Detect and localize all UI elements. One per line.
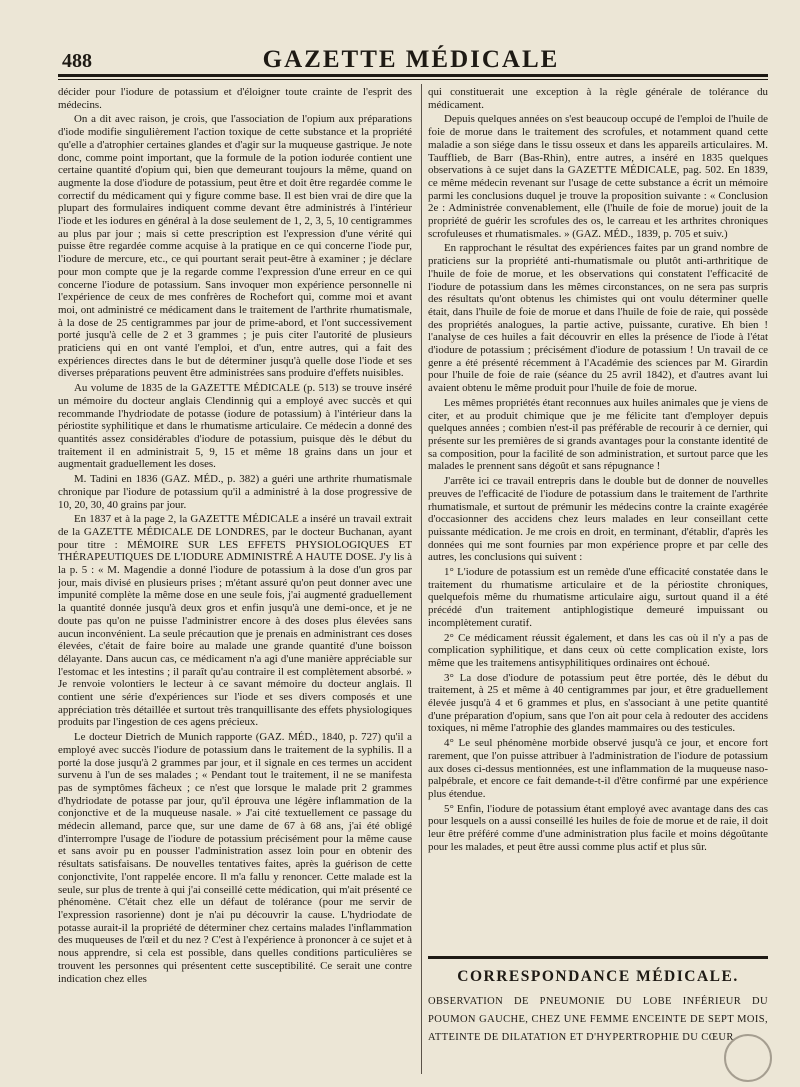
paragraph: Les mêmes propriétés étant reconnues aux huiles animales que je viens de citer, et au produit chimique que je me félicite tant d'employer depuis quelques années ; combien n'est-il pas préférable de recourir à ce dernier, qui présente sur les premières de si grands avantages pour la constante identité de sa composition, pour la facilité de son administration, et surtout parce que les malades le prennent sans dégoût et sans répugnance ! [428, 396, 768, 473]
page-header [52, 40, 770, 74]
page-number: 488 [62, 50, 92, 72]
correspondence-section [428, 956, 768, 1076]
paragraph: Au volume de 1835 de la GAZETTE MÉDICALE (p. 513) se trouve inséré un mémoire du docteur anglais Clendinnig qui a employé avec succès et qui recommande l'hydriodate de potasse (iodure de potassium) à l'intérieur dans la périostite syphilitique et dans le rhumatisme articulaire. Ce médecin a donné des quantités assez considérables d'iodure de potassium, puisque dès le début du traitement il en administrait 5, 9, 15 et même 18 grains dans un jour et augmentait graduellement les doses. [58, 382, 412, 471]
paragraph: On a dit avec raison, je crois, que l'association de l'opium aux préparations d'iode modifie singulièrement l'action toxique de cette substance et la propriété qu'elle a d'atrophier certaines glandes et d'agir sur la muqueuse gastrique. Je note donc, comme point important, que la formule de la potion iodurée contient une certaine quantité d'opium qui, bien que demeurant toujours la même, quand on augmente la dose d'iodure de potassium, peut être et doit être regardée comme le correctif du médicament qui y figure comme base. Il est bien vrai de dire que la plupart des formulaires indiquent comme devant être administrés à l'intérieur l'iode et les iodures en général à la dose seulement de 1, 2, 3, 5, 10 centigrammes au plus par jour ; mais si cette prescription est l'expression d'une vérité qui puisse être regardée comme acquise à la pratique en ce qui concerne l'iode pur, l'iodure de mercure, etc., ce qui pourtant serait peut-être à examiner ; je déclare pour mon compte que je la regarde comme l'expression d'une erreur en ce qui concerne l'iodure de potassium. Sans invoquer mon expérience personnelle ni l'expérience de ceux de mes confrères de Rochefort qui, comme moi et avant moi, ont administré ce médicament dans le traitement de l'arthrite rhumatismale, à la dose de 25 centigrammes par jour de prime-abord, et l'ont successivement porté jusqu'à celle de 2 et 3 grammes ; je puis citer l'autorité de plusieurs praticiens qui en ont vanté l'emploi, et d'un, entre autres, qui a fait des expériences directes dans le but de déterminer jusqu'à quelle dose l'iode et ses diverses préparations peuvent être administrées sans produire d'effets nuisibles. [58, 113, 412, 380]
column-divider [421, 84, 422, 1074]
paragraph: M. Tadini en 1836 (GAZ. MÉD., p. 382) a guéri une arthrite rhumatismale chronique par l'iodure de potassium qu'il a administré à la dose progressive de 10, 20, 30, 40 grains par jour. [58, 473, 412, 511]
paragraph: En rapprochant le résultat des expériences faites par un grand nombre de praticiens sur la propriété anti-rhumatismale ou plutôt anti-arthritique de l'huile de foie de morue, et les observations qui constatent l'efficacité de l'iodure de potassium dans les mêmes circonstances, on ne sera pas surpris des résultats qu'ont obtenus les chimistes qui ont voulu déterminer quelle était, dans l'huile de foie de morue et dans l'huile de foie de raie, qui possède des propriétés analogues, la partie active, puissante, curative. Eh bien ! l'analyse de ces huiles a fait découvrir en elles la présence de l'iode à l'état d'iodure de potassium ; précisément d'iodure de potassium ! Un travail de ce genre a été présenté récemment à l'Académie des sciences par M. Girardin pour l'huile de foie de raie (séance du 25 avril 1842), et d'autres avant lui avaient obtenu le même produit pour l'huile de foie de morue. [428, 242, 768, 395]
paragraph: Le docteur Dietrich de Munich rapporte (GAZ. MÉD., 1840, p. 727) qu'il a employé avec succès l'iodure de potassium dans le traitement de la syphilis. Il a porté la dose jusqu'à 2 grammes par jour, et il signale en ces termes un accident survenu à l'un de ses malades ; « Pendant tout le traitement, il ne se manifesta pas de symptômes fâcheux ; ce n'est que lorsque le malade prit 2 grammes d'hydriodate de potasse par jour, qu'il éprouva une légère inflammation de la conjonctive et de la muqueuse nasale. » J'ai cité textuellement ce passage du médecin allemand, parce que, sur une dame de 67 à 68 ans, j'ai été obligé d'interrompre l'usage de l'iodure de potassium précisément pour la même cause et sans avoir pu en pousser l'administration assez loin pour en obtenir des résultats satisfaisans. De nouvelles tentatives faites, après la guérison de cette conjonctivite, l'ont rappelée encore. Il m'a fallu y renoncer. Cette malade est la seule, sur plus de trente à qui j'ai conseillé cette médication, qui m'ait présenté ce phénomène. C'était chez elle un défaut de tolérance (pour me servir de l'expression rasorienne) dont je n'ai pu découvrir la cause. L'hydriodate de potasse aurait-il la propriété de déterminer chez certains malades l'inflammation des muqueuses de l'œil et du nez ? C'est à l'expérience à prononcer à ce sujet et à nous apprendre, si cela est possible, dans quelles conditions particulières se trouvent les personnes qui présentent cette susceptibilité. Ce serait une contre indication chez elles [58, 731, 412, 985]
conclusion-item: 5° Enfin, l'iodure de potassium étant employé avec avantage dans des cas pour lesquels on a aussi conseillé les huiles de foie de morue et de raie, il doit leur être préféré comme d'une administration plus facile et moins dégoûtante pour les malades, et peut être aussi comme plus actif et plus sûr. [428, 802, 768, 853]
left-column [58, 86, 412, 1078]
paragraph: En 1837 et à la page 2, la GAZETTE MÉDICALE a inséré un travail extrait de la GAZETTE MÉDICALE DE LONDRES, par le docteur Buchanan, ayant pour titre : MÉMOIRE SUR LES EFFETS PHYSIOLOGIQUES ET THÉRAPEUTIQUES DE L'IODURE ADMINISTRÉ A HAUTE DOSE. J'y lis à la p. 5 : « M. Magendie a donné l'iodure de potassium à la dose d'un gros par jour, mais divisé en plusieurs prises ; m'étant assuré qu'on peut donner avec une impunité complète la même dose en une seule fois, j'ai augmenté graduellement la quantité donnée jusqu'à deux gros et enfin jusqu'à une demi-once, et je ne doute pas qu'on ne puisse l'administrer encore à des doses plus élevées sans aucun inconvénient. La seule précaution que je prenais en administrant ces doses élevées, c'était de faire boire au malade une grande quantité d'une boisson délayante. Dans aucun cas, ce médicament n'a agi d'une manière appréciable sur l'estomac et les intestins ; il paraît qu'au contraire il est complètement absorbé. » Je renvoie volontiers le lecteur à ce savant mémoire du docteur anglais. Il contient une série d'expériences sur l'iode et ses divers composés et une appréciation très détaillée et surtout très tranquillisante des effets physiologiques produits par l'ingestion de ces agens précieux. [58, 513, 412, 729]
header-rule-thick [58, 74, 768, 77]
right-column [428, 86, 768, 872]
conclusion-item: 3° La dose d'iodure de potassium peut être portée, dès le début du traitement, à 25 et même à 40 centigrammes par jour, et être graduellement élevée jusqu'à 4 et 6 grammes et plus, en s'associant à une petite quantité d'une préparation d'opium, sans que l'on ait pour cela à redouter des accidens toxiques, ni même l'atrophie des glandes mammaires ou des testicules. [428, 671, 768, 735]
conclusion-item: 1° L'iodure de potassium est un remède d'une efficacité constatée dans le traitement du rhumatisme articulaire et de la périostite chroniques, quelquefois même du rhumatisme articulaire aigu, surtout quand il a été précédé d'un traitement antiphlogistique demeuré impuissant ou incomplètement curatif. [428, 566, 768, 629]
conclusion-item: 4° Le seul phénomène morbide observé jusqu'à ce jour, et encore fort rarement, que l'on puisse attribuer à l'administration de l'iodure de potassium aux doses ci-dessus mentionnées, est une inflammation de la muqueuse naso-palpébrale, et encore ce fait demande-t-il d'être confirmé par une expérience plus étendue. [428, 737, 768, 800]
header-rule-thin [58, 79, 768, 80]
section-title: CORRESPONDANCE MÉDICALE. [457, 968, 739, 985]
paragraph: Depuis quelques années on s'est beaucoup occupé de l'emploi de l'huile de foie de morue dans le traitement des scrofules, et notamment quand cette maladie a son siége dans le tissu osseux et dans les appareils articulaires. M. Taufflieb, de Barr (Bas-Rhin), entre autres, a inséré en 1835 quelques observations à ce sujet dans la GAZETTE MÉDICALE, pag. 502. En 1839, ce même médecin revenant sur l'usage de cette substance a écrit un mémoire parmi les conclusions duquel je trouve la proposition suivante : « Conclusion 2e : Administrée convenablement, elle (l'huile de foie de morue) jouit de la propriété de guérir les scrofules des os, le carreau et les arthrites chroniques scrofuleuses et rhumatismales. » (GAZ. MÉD., 1839, p. 705 et suiv.) [428, 113, 768, 240]
journal-title: GAZETTE MÉDICALE [262, 46, 560, 73]
library-stamp [724, 1034, 772, 1082]
section-rule [428, 958, 768, 959]
paragraph: qui constituerait une exception à la règle générale de tolérance du médicament. [428, 86, 768, 111]
conclusion-item: 2° Ce médicament réussit également, et dans les cas où il n'y a pas de complication syphilitique, et dans ceux où cette complication existe, lors même que les traitemens antisyphilitiques ordinaires ont échoué. [428, 631, 768, 669]
article-subtitle: OBSERVATION DE PNEUMONIE DU LOBE INFÉRIEUR DU POUMON GAUCHE, CHEZ UNE FEMME ENCEINTE DE SEPT MOIS, ATTEINTE DE DILATATION ET D'HYPERTROPHIE DU CŒUR [428, 996, 768, 1043]
paragraph: décider pour l'iodure de potassium et d'éloigner toute crainte de l'esprit des médecins. [58, 86, 412, 111]
paragraph: J'arrête ici ce travail entrepris dans le double but de donner de nouvelles preuves de l'efficacité de l'iodure de potassium dans le traitement de l'arthrite rhumatismale, et surtout de prémunir les médecins contre la crainte exagérée d'occasionner des accidens chez leurs malades en leur conseillant cette puissante médication. Je me crois en droit, en terminant, d'établir, d'après les données qui me sont fournies par mon expérience propre et par celle des autres, les conclusions qui suivent : [428, 475, 768, 564]
